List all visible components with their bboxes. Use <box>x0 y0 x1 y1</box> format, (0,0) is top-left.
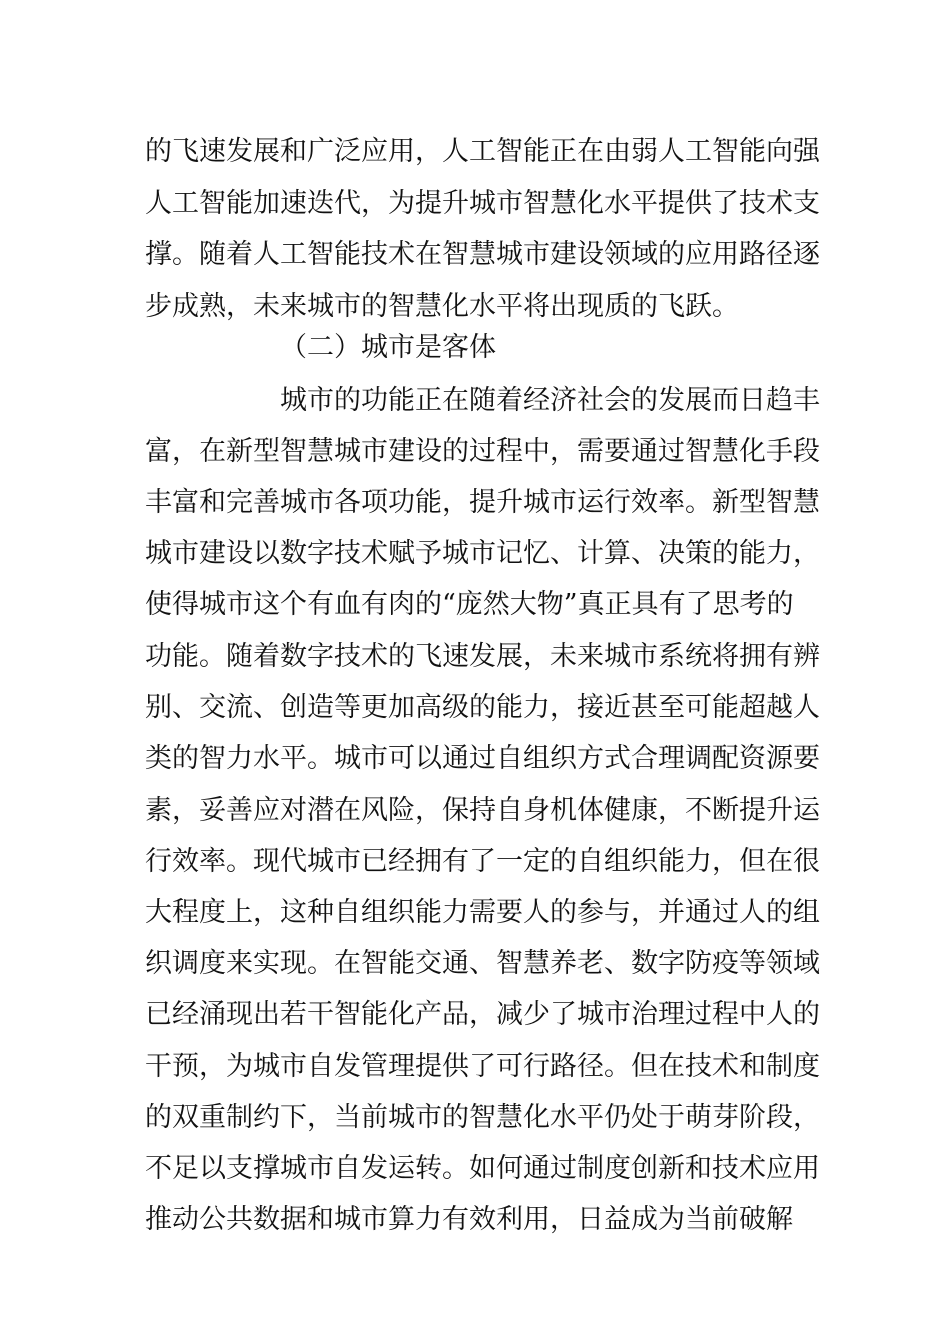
section-heading: （二）城市是客体 <box>280 332 496 363</box>
text-line: 别、交流、创造等更加高级的能力，接近甚至可能超越人 <box>145 692 820 723</box>
text-line: 城市的功能正在随着经济社会的发展而日趋丰 <box>280 385 820 416</box>
text-line: 人工智能加速迭代，为提升城市智慧化水平提供了技术支 <box>145 188 820 219</box>
text-line: 已经涌现出若干智能化产品，减少了城市治理过程中人的 <box>145 999 820 1030</box>
text-line: 不足以支撑城市自发运转。如何通过制度创新和技术应用 <box>145 1153 820 1184</box>
text-line: 丰富和完善城市各项功能，提升城市运行效率。新型智慧 <box>145 487 820 518</box>
text-line: 织调度来实现。在智能交通、智慧养老、数字防疫等领域 <box>145 948 820 979</box>
text-line: 城市建设以数字技术赋予城市记忆、计算、决策的能力， <box>145 538 820 569</box>
text-line: 的双重制约下，当前城市的智慧化水平仍处于萌芽阶段， <box>145 1102 820 1133</box>
text-line: 使得城市这个有血有肉的“庞然大物”真正具有了思考的 <box>145 589 794 620</box>
text-line: 步成熟，未来城市的智慧化水平将出现质的飞跃。 <box>145 291 739 322</box>
text-line: 大程度上，这种自组织能力需要人的参与，并通过人的组 <box>145 897 820 928</box>
text-line: 功能。随着数字技术的飞速发展，未来城市系统将拥有辨 <box>145 641 820 672</box>
text-line: 干预，为城市自发管理提供了可行路径。但在技术和制度 <box>145 1051 820 1082</box>
text-line: 的飞速发展和广泛应用，人工智能正在由弱人工智能向强 <box>145 136 820 167</box>
text-line: 富，在新型智慧城市建设的过程中，需要通过智慧化手段 <box>145 436 820 467</box>
text-line: 推动公共数据和城市算力有效利用，日益成为当前破解 <box>145 1204 793 1235</box>
text-line: 类的智力水平。城市可以通过自组织方式合理调配资源要 <box>145 743 820 774</box>
text-line: 撑。随着人工智能技术在智慧城市建设领域的应用路径逐 <box>145 239 820 270</box>
text-line: 素，妥善应对潜在风险，保持自身机体健康，不断提升运 <box>145 795 820 826</box>
text-line: 行效率。现代城市已经拥有了一定的自组织能力，但在很 <box>145 846 820 877</box>
